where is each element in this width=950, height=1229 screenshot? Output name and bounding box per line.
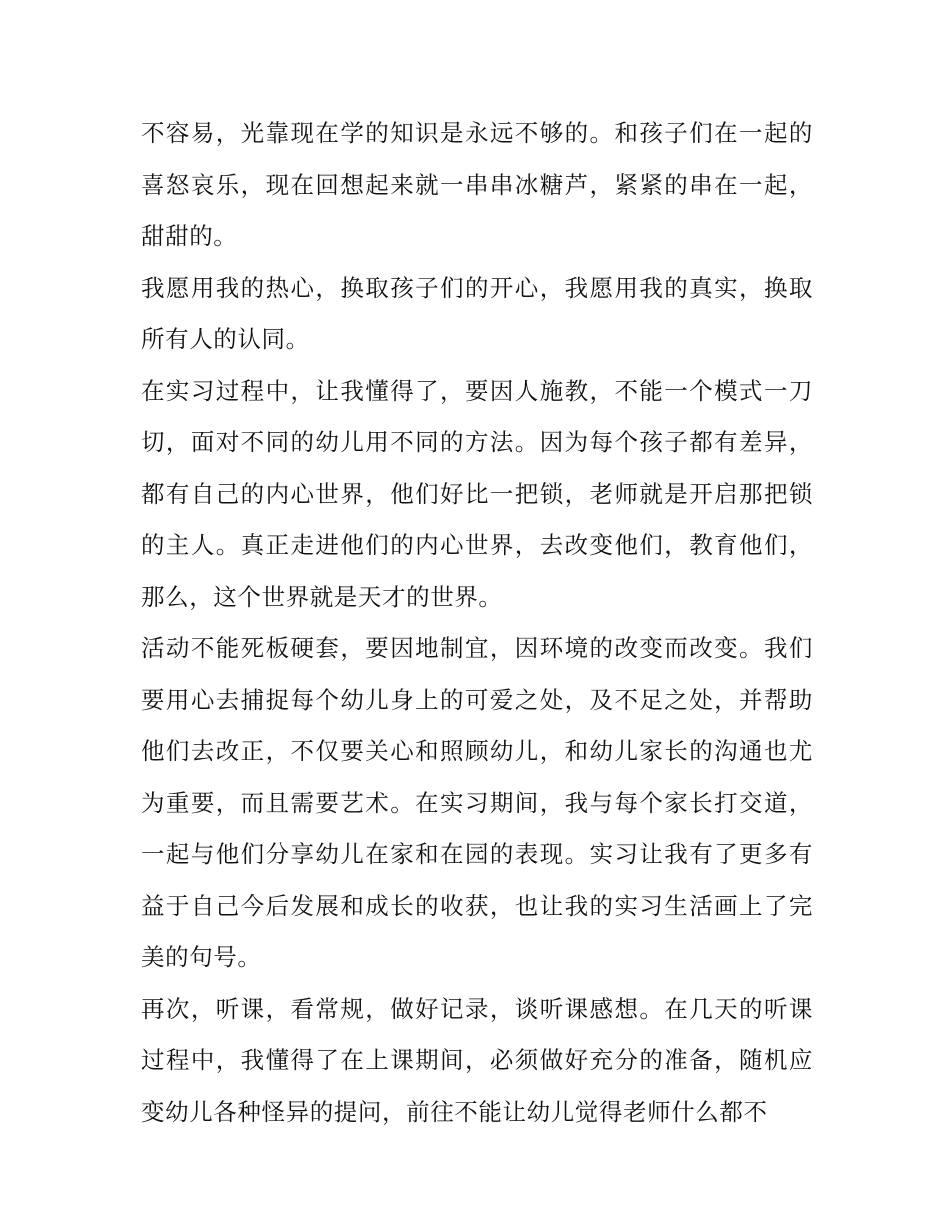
paragraph: 再次，听课，看常规，做好记录，谈听课感想。在几天的听课过程中，我懂得了在上课期间，必须做好充分的准备，随机应变幼儿各种怪异的提问，前往不能让幼儿觉得老师什么都不 (141, 994, 813, 1126)
paragraph: 活动不能死板硬套，要因地制宜，因环境的改变而改变。我们要用心去捕捉每个幼儿身上的可爱之处，及不足之处，并帮助他们去改正，不仅要关心和照顾幼儿，和幼儿家长的沟通也尤为重要，而且需要艺术。在实习期间，我与每个家长打交道，一起与他们分享幼儿在家和在园的表现。实习让我有了更多有益于自己今后发展和成长的收获，也让我的实习生活画上了完美的句号。 (141, 634, 813, 971)
paragraph: 在实习过程中，让我懂得了，要因人施教，不能一个模式一刀切，面对不同的幼儿用不同的方法。因为每个孩子都有差异，都有自己的内心世界，他们好比一把锁，老师就是开启那把锁的主人。真正走进他们的内心世界，去改变他们，教育他们，那么，这个世界就是天才的世界。 (141, 376, 813, 611)
paragraph: 不容易，光靠现在学的知识是永远不够的。和孩子们在一起的喜怒哀乐，现在回想起来就一串串冰糖芦，紧紧的串在一起，甜甜的。 (141, 119, 813, 250)
body-text (141, 108, 813, 1138)
paragraph: 我愿用我的热心，换取孩子们的开心，我愿用我的真实，换取所有人的认同。 (141, 273, 813, 353)
